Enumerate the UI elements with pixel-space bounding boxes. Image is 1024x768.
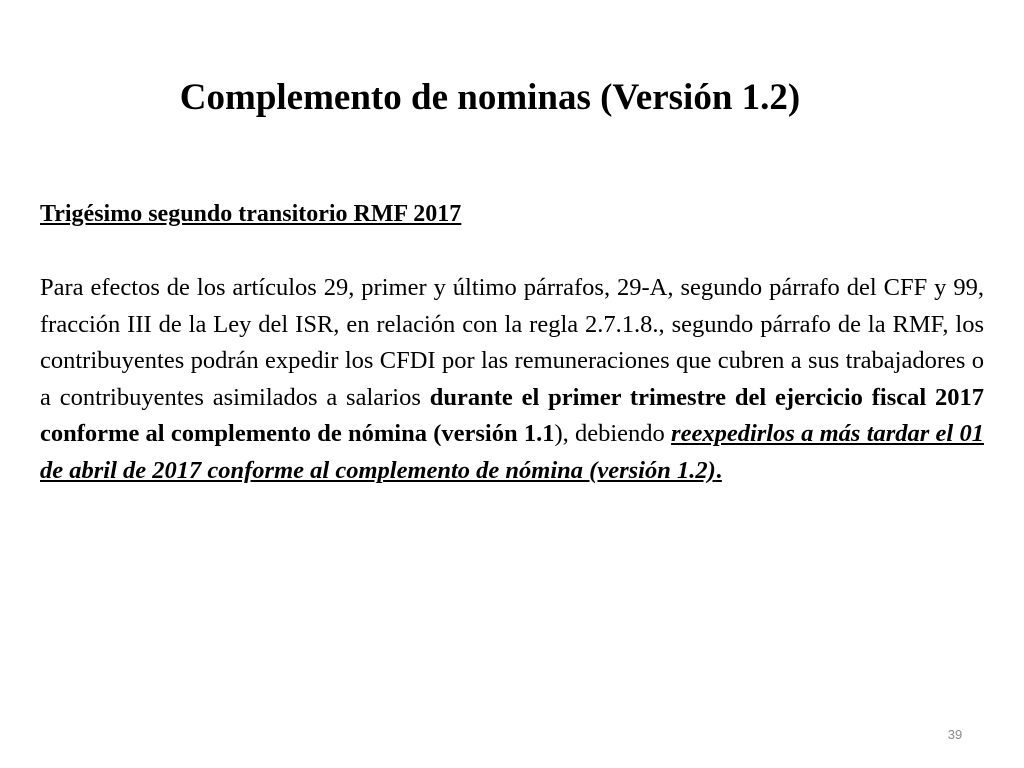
body-paragraph — [40, 270, 984, 490]
body-text-regular-2: ), debiendo — [554, 420, 672, 448]
body-text-period: . — [715, 456, 722, 484]
body-text-regular: Para efectos de los artículos 29, primer y último párrafos, 29-A, segundo párrafo del CFF y 99, fracción III de la Ley del ISR, en relación con la regla 2.7.1.8., segundo párrafo de la RMF, los contribuyentes podrán expedir los CFDI por las remuneraciones que cubren a sus trabajadores o a contribuyentes asimilados a salarios — [40, 274, 984, 411]
slide-title: Complemento de nominas (Versión 1.2) — [179, 77, 801, 118]
body-text-bold: durante el primer trimestre del ejercicio fiscal 2017 conforme al complemento de nómina (versión 1.1 — [40, 383, 984, 448]
page-number: 39 — [947, 727, 963, 742]
body-text-emphasis: reexpedirlos a más tardar el 01 de abril de 2017 conforme al complemento de nómina (versión 1.2) — [40, 420, 984, 484]
slide-subtitle: Trigésimo segundo transitorio RMF 2017 — [40, 201, 462, 227]
